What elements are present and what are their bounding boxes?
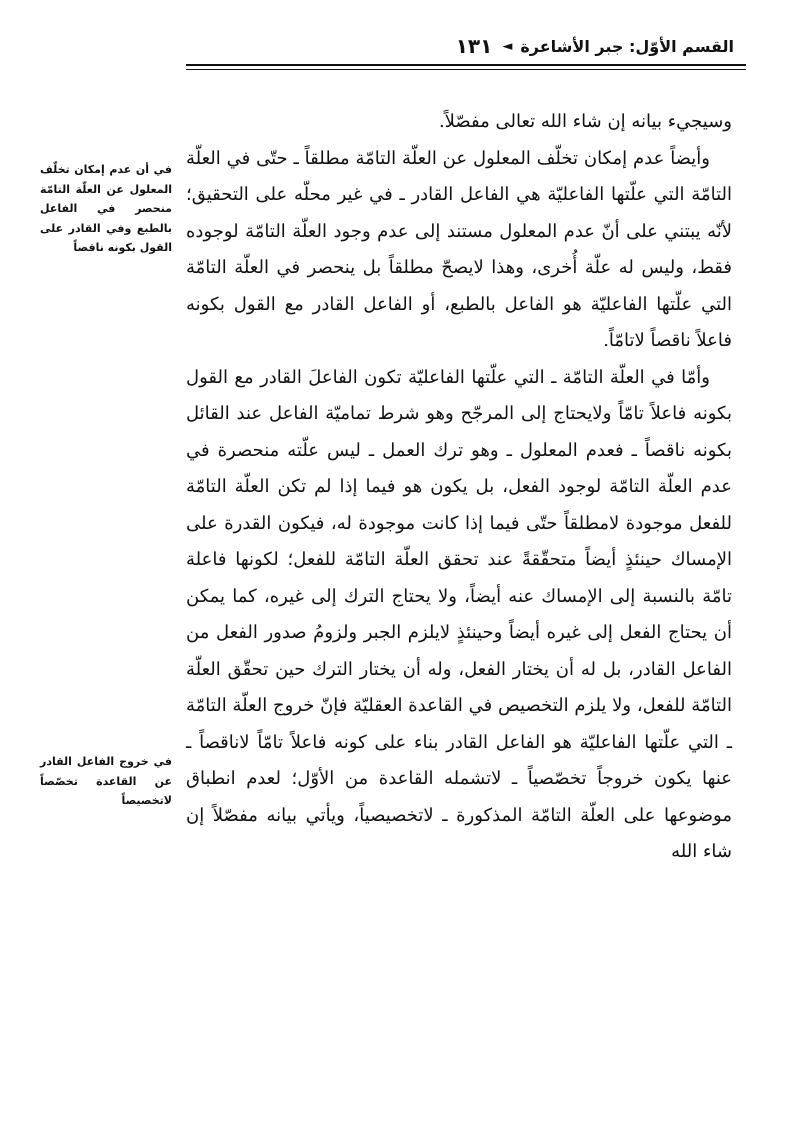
- body-text: [186, 104, 732, 871]
- side-note: في أن عدم إمكان تخلّف المعلول عن العلّة التامّة منحصر في الفاعل بالطبع وفي القادر على القول بكونه ناقصاً: [40, 163, 172, 254]
- side-note: في خروج الفاعل القادر عن القاعدة تخصّصاً لاتخصيصاً: [40, 755, 172, 807]
- page-number: ١٣١: [455, 34, 493, 58]
- header-rule-thick: [186, 64, 746, 66]
- header-title: القسم الأوّل: جبر الأشاعرة: [520, 36, 734, 56]
- paragraph: وسيجيء بيانه إن شاء الله تعالى مفصّلاً.: [438, 111, 732, 132]
- running-header: [188, 30, 734, 62]
- paragraph: وأيضاً عدم إمكان تخلّف المعلول عن العلّة التامّة مطلقاً ـ حتّى في العلّة التامّة التي علّتها الفاعليّة هي الفاعل القادر ـ في غير محلّه على التحقيق؛ لأنّه يبتني على أنّ عدم المعلول مستند إلى عدم وجود العلّة التامّة لوجوده فقط، وليس له علّة أُخرى، وهذا لايصحّ مطلقاً بل ينحصر في العلّة التامّة التي علّتها الفاعليّة هو الفاعل بالطبع، أو الفاعل القادر مع القول بكونه فاعلاً ناقصاً لاتامّاً.: [186, 147, 732, 351]
- paragraph: وأمّا في العلّة التامّة ـ التي علّتها الفاعليّة تكون الفاعلَ القادر مع القول بكونه فاعلاً تامّاً ولايحتاج إلى المرجّح وهو شرط تماميّة الفاعل عند القائل بكونه ناقصاً ـ فعدم المعلول ـ وهو ترك العمل ـ ليس علّته منحصرة في عدم العلّة التامّة لوجود الفعل، بل يكون هو فيما إذا لم تكن العلّة التامّة للفعل موجودة لامطلقاً حتّى فيما إذا كانت موجودة له، فيكون القدرة على الإمساك حينئذٍ أيضاً متحقّقةً عند تحقق العلّة التامّة للفعل؛ لكونها فاعلة تامّة بالنسبة إلى الإمساك عنه أيضاً، ولا يحتاج الترك إلى غيره، كما يمكن أن يحتاج الفعل إلى غيره أيضاً وحينئذٍ لايلزم الجبر ولزومُ صدور الفعل من الفاعل القادر، بل له أن يختار الفعل، وله أن يختار الترك حين تحقّق العلّة التامّة للفعل، ولا يلزم التخصيص في القاعدة العقليّة فإنّ خروج العلّة التامّة ـ التي علّتها الفاعليّة هو الفاعل القادر بناء على كونه فاعلاً تامّاً لاناقصاً ـ عنها يكون خروجاً تخصّصياً ـ لاتشمله القاعدة من الأوّل؛ لعدم انطباق موضوعها على العلّة التامّة المذكورة ـ لاتخصيصياً، ويأتي بيانه مفصّلاً إن شاء الله: [186, 366, 733, 862]
- header-arrow-icon: ◄: [502, 38, 513, 54]
- header-rule-thin: [186, 69, 746, 70]
